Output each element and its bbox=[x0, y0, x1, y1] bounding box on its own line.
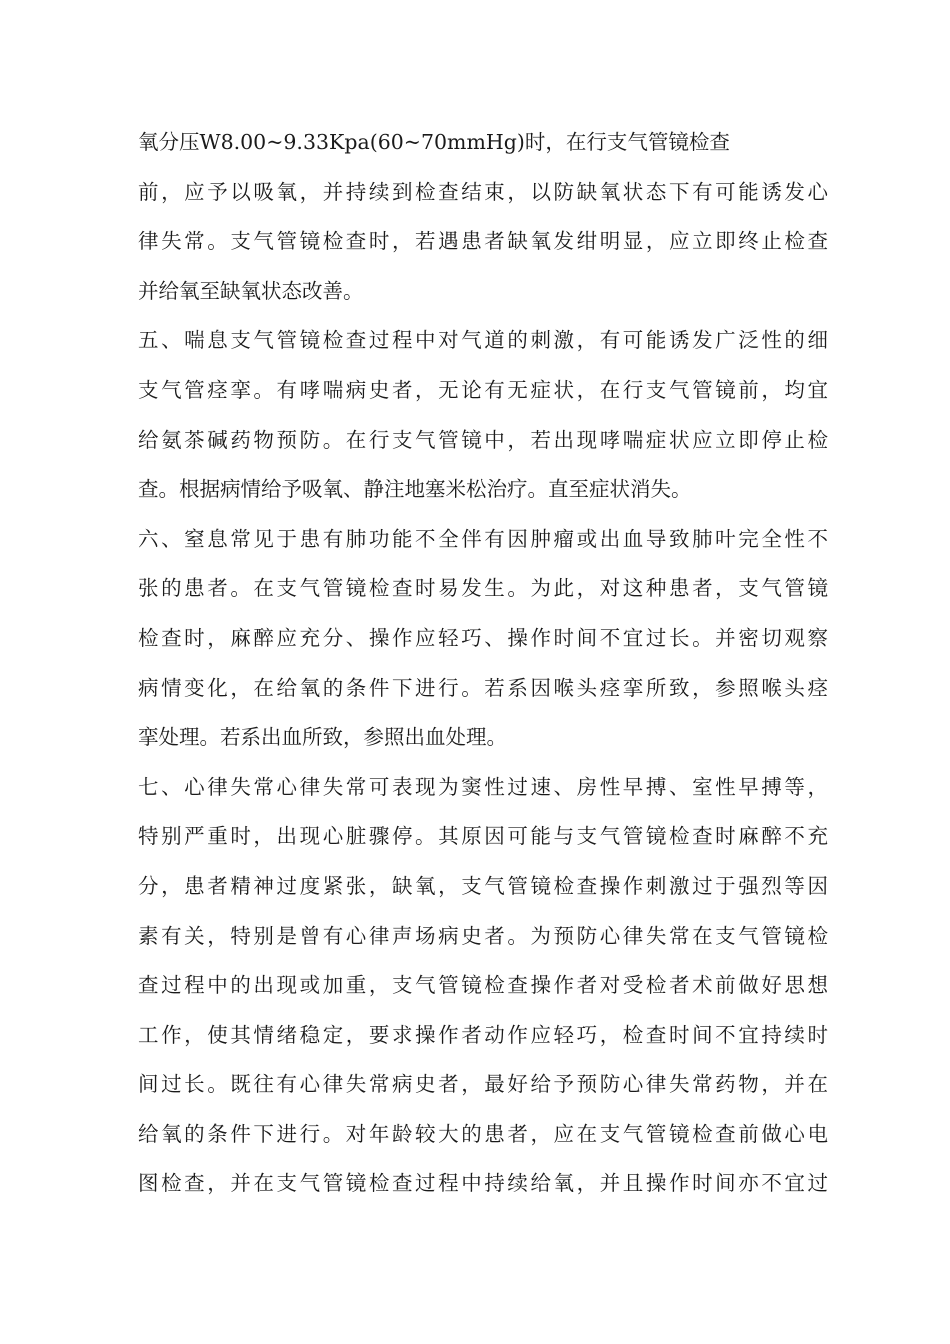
text-line: 病情变化，在给氧的条件下进行。若系因喉头痉挛所致，参照喉头痉 bbox=[138, 675, 828, 700]
text-line: 工作，使其情绪稳定，要求操作者动作应轻巧，检查时间不宜持续时 bbox=[138, 1022, 828, 1047]
text-line: 六、窒息常见于患有肺功能不全伴有因肿瘤或出血导致肺叶完全性不 bbox=[138, 526, 828, 551]
text-line: 素有关，特别是曾有心律声场病史者。为预防心律失常在支气管镜检 bbox=[138, 923, 828, 948]
text-line: 律失常。支气管镜检查时，若遇患者缺氧发绀明显，应立即终止检查 bbox=[138, 229, 828, 254]
text-line: 分，患者精神过度紧张，缺氧，支气管镜检查操作刺激过于强烈等因 bbox=[138, 873, 828, 898]
text-line: 五、喘息支气管镜检查过程中对气道的刺激，有可能诱发广泛性的细 bbox=[138, 328, 828, 353]
text-line: 查过程中的出现或加重，支气管镜检查操作者对受检者术前做好思想 bbox=[138, 973, 828, 998]
text-line: 检查时，麻醉应充分、操作应轻巧、操作时间不宜过长。并密切观察 bbox=[138, 625, 828, 650]
text-line: 查。根据病情给予吸氧、静注地塞米松治疗。直至症状消失。 bbox=[138, 477, 692, 502]
text-line: 并给氧至缺氧状态改善。 bbox=[138, 278, 364, 303]
text-line: 前，应予以吸氧，并持续到检查结束，以防缺氧状态下有可能诱发心 bbox=[138, 179, 828, 204]
text-line: 给氧的条件下进行。对年龄较大的患者，应在支气管镜检查前做心电 bbox=[138, 1121, 828, 1146]
text-line: 氧分压W8.00~9.33Kpa(60~70mmHg)时，在行支气管镜检查 bbox=[138, 130, 730, 154]
text-line: 支气管痉挛。有哮喘病史者，无论有无症状，在行支气管镜前，均宜 bbox=[138, 377, 828, 402]
text-line: 间过长。既往有心律失常病史者，最好给予预防心律失常药物，并在 bbox=[138, 1072, 828, 1097]
text-line: 张的患者。在支气管镜检查时易发生。为此，对这种患者，支气管镜 bbox=[138, 576, 828, 601]
text-line: 七、心律失常心律失常可表现为窦性过速、房性早搏、室性早搏等， bbox=[138, 774, 828, 799]
text-line: 特别严重时，出现心脏骤停。其原因可能与支气管镜检查时麻醉不充 bbox=[138, 824, 828, 849]
body-text bbox=[138, 118, 828, 1209]
text-line: 图检查，并在支气管镜检查过程中持续给氧，并且操作时间亦不宜过 bbox=[138, 1171, 828, 1196]
text-line: 给氨茶碱药物预防。在行支气管镜中，若出现哮喘症状应立即停止检 bbox=[138, 427, 828, 452]
text-line: 挛处理。若系出血所致，参照出血处理。 bbox=[138, 725, 507, 750]
